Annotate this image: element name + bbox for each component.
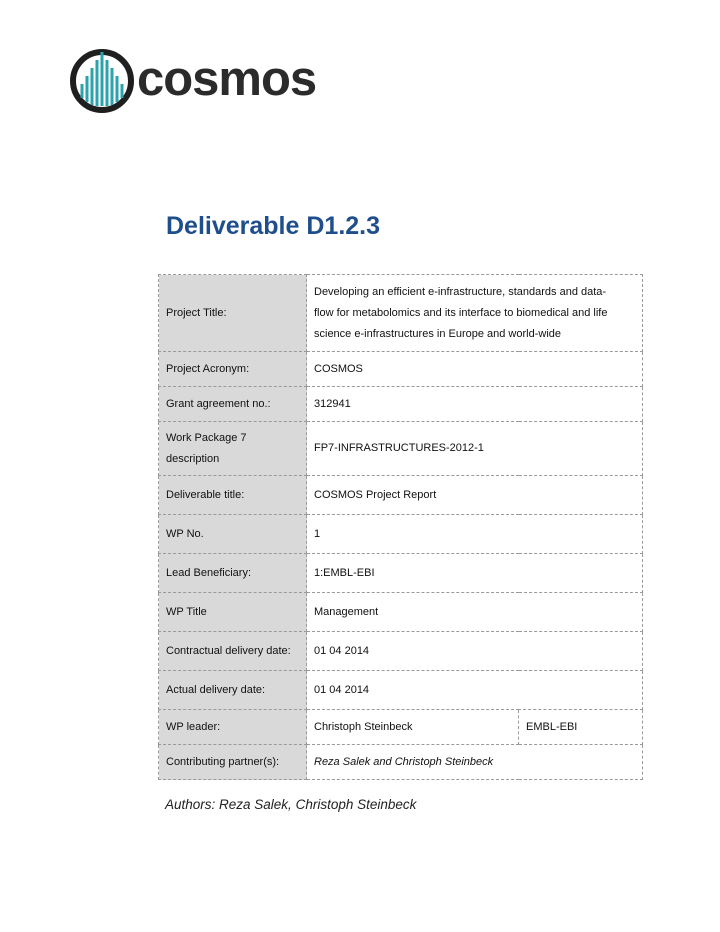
- value-project-title: [307, 275, 643, 352]
- work-package-label-line: Work Package 7: [166, 431, 247, 444]
- label-actual-date: Actual delivery date:: [159, 671, 307, 710]
- label-work-package: [159, 422, 307, 476]
- label-grant: Grant agreement no.:: [159, 387, 307, 422]
- work-package-label-line: description: [166, 452, 220, 465]
- project-title-line: science e-infrastructures in Europe and world-wide: [314, 327, 562, 340]
- value-wp-leader-org: EMBL-EBI: [519, 710, 643, 745]
- deliverable-title: Deliverable D1.2.3: [166, 212, 381, 240]
- row-actual-date: [159, 671, 643, 710]
- row-wp-title: [159, 593, 643, 632]
- row-project-acronym: [159, 352, 643, 387]
- label-lead-beneficiary: Lead Beneficiary:: [159, 554, 307, 593]
- value-project-acronym: COSMOS: [307, 352, 643, 387]
- label-project-acronym: Project Acronym:: [159, 352, 307, 387]
- logo-wordmark: cosmos: [137, 52, 317, 106]
- label-project-title: Project Title:: [159, 275, 307, 352]
- row-grant: [159, 387, 643, 422]
- row-contributing: [159, 745, 643, 780]
- row-lead-beneficiary: [159, 554, 643, 593]
- value-wp-leader: Christoph Steinbeck: [307, 710, 519, 745]
- row-wp-leader: [159, 710, 643, 745]
- cosmos-logo: [70, 46, 340, 116]
- cosmos-emblem-icon: [70, 46, 136, 116]
- label-wp-no: WP No.: [159, 515, 307, 554]
- authors-line: Authors: Reza Salek, Christoph Steinbeck: [165, 797, 417, 812]
- label-deliverable-title: Deliverable title:: [159, 476, 307, 515]
- label-wp-leader: WP leader:: [159, 710, 307, 745]
- value-actual-date: 01 04 2014: [307, 671, 643, 710]
- value-grant: 312941: [307, 387, 643, 422]
- project-title-line: flow for metabolomics and its interface to biomedical and life: [314, 306, 608, 319]
- row-deliverable-title: [159, 476, 643, 515]
- value-contractual-date: 01 04 2014: [307, 632, 643, 671]
- row-project-title: [159, 275, 643, 352]
- row-contractual-date: [159, 632, 643, 671]
- value-lead-beneficiary: 1:EMBL-EBI: [307, 554, 643, 593]
- label-contractual-date: Contractual delivery date:: [159, 632, 307, 671]
- value-deliverable-title: COSMOS Project Report: [307, 476, 643, 515]
- value-work-package: FP7-INFRASTRUCTURES-2012-1: [307, 422, 643, 476]
- label-wp-title: WP Title: [159, 593, 307, 632]
- value-wp-title: Management: [307, 593, 643, 632]
- label-contributing: Contributing partner(s):: [159, 745, 307, 780]
- row-work-package: [159, 422, 643, 476]
- value-wp-no: 1: [307, 515, 643, 554]
- project-title-line: Developing an efficient e-infrastructure, standards and data-: [314, 285, 607, 298]
- value-contributing: Reza Salek and Christoph Steinbeck: [307, 745, 643, 780]
- project-info-table: [158, 274, 643, 780]
- row-wp-no: [159, 515, 643, 554]
